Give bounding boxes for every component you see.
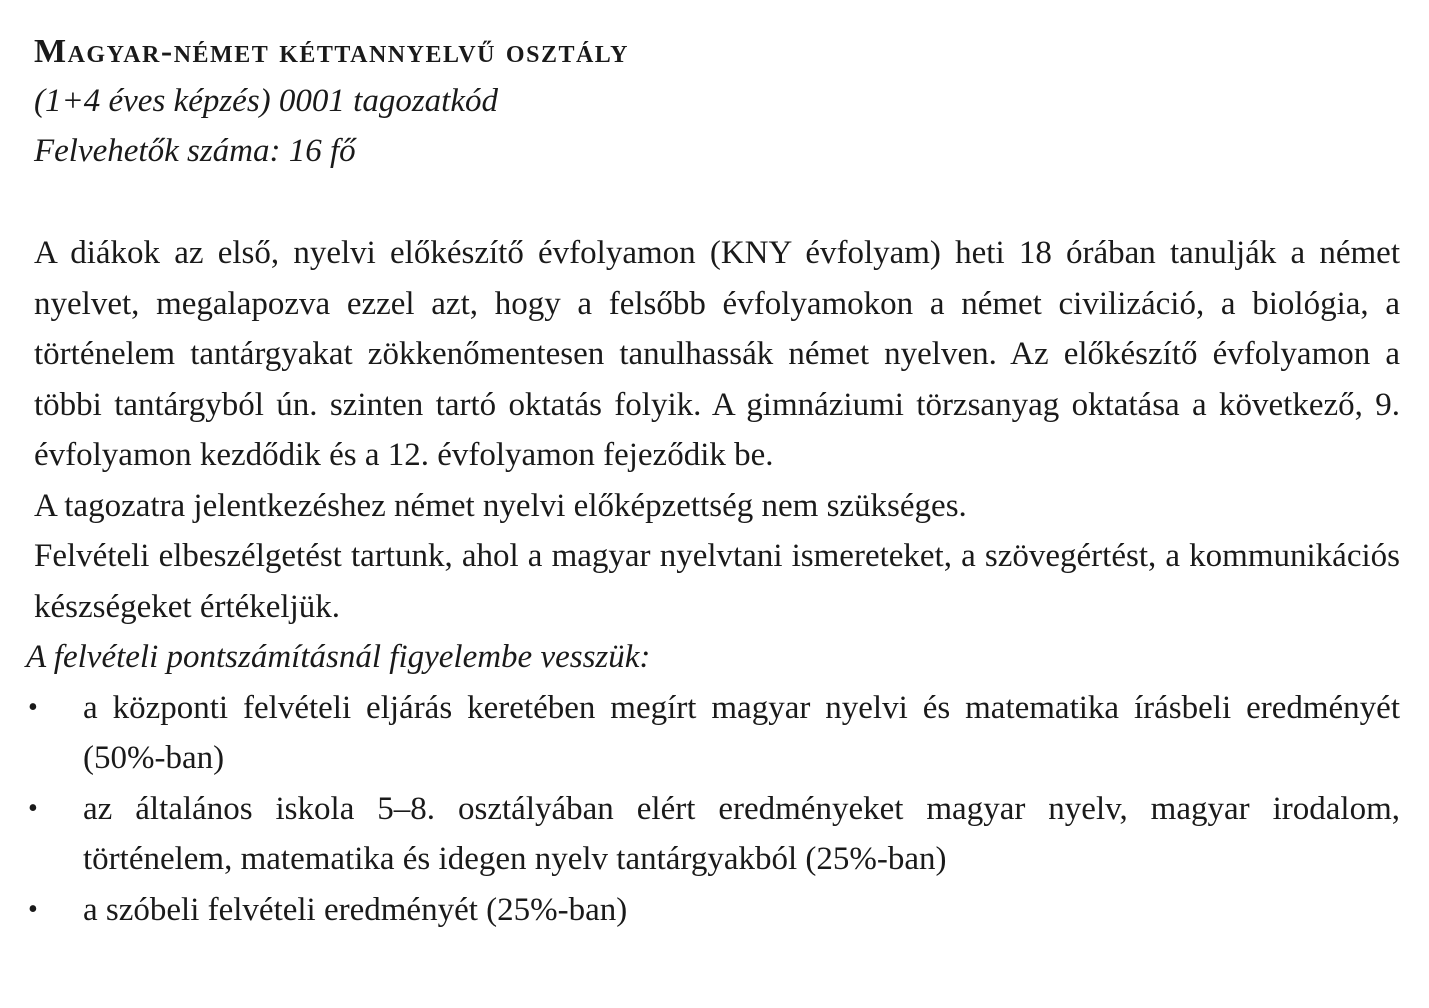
- prerequisite-note: A tagozatra jelentkezéshez német nyelvi előképzettség nem szükséges.: [34, 487, 967, 524]
- bullet-icon: •: [28, 893, 38, 925]
- admission-count: Felvehetők száma: 16 fő: [34, 133, 356, 169]
- program-code: (1+4 éves képzés) 0001 tagozatkód: [34, 83, 498, 119]
- criteria-list: [28, 683, 1400, 936]
- document-page: [26, 28, 1400, 935]
- criteria-item: [28, 885, 1400, 936]
- criteria-item: [28, 683, 1400, 784]
- bullet-icon: •: [28, 792, 38, 824]
- criteria-text: az általános iskola 5–8. osztályában elért eredményeket magyar nyelv, magyar irodalom, történelem, matematika és idegen nyelv tantárgyakból (25%-ban): [83, 790, 1400, 877]
- criteria-item: [28, 784, 1400, 885]
- bullet-icon: •: [28, 691, 38, 723]
- criteria-heading: A felvételi pontszámításnál figyelembe vesszük:: [26, 639, 651, 675]
- page-title: Magyar-német kéttannyelvű osztály: [34, 33, 629, 70]
- criteria-text: a szóbeli felvételi eredményét (25%-ban): [83, 891, 628, 928]
- program-description: A diákok az első, nyelvi előkészítő évfolyamon (KNY évfolyam) heti 18 órában tanulják a német nyelvet, megalapozva ezzel azt, hogy a felsőbb évfolyamokon a német civilizáció, a biológia, a történelem tantárgyakat zökkenőmentesen tanulhassák német nyelven. Az előkészítő évfolyamon a többi tantárgyból ún. szinten tartó oktatás folyik. A gimnáziumi törzsanyag oktatása a következő, 9. évfolyamon kezdődik és a 12. évfolyamon fejeződik be.: [34, 235, 1400, 473]
- interview-description: Felvételi elbeszélgetést tartunk, ahol a magyar nyelvtani ismereteket, a szövegértést, a kommunikációs készségeket értékeljük.: [34, 538, 1400, 625]
- section-spacer: [34, 176, 1400, 228]
- criteria-text: a központi felvételi eljárás keretében megírt magyar nyelvi és matematika írásbeli eredményét (50%-ban): [83, 689, 1400, 776]
